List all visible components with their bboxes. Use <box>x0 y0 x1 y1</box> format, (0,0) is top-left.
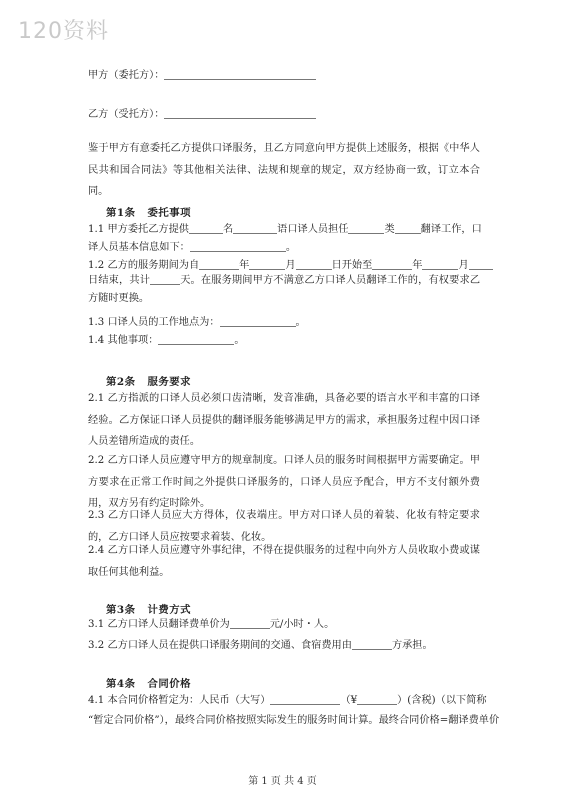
other-matters-blank[interactable] <box>158 333 234 345</box>
clause-2-1: 2.1 乙方指派的口译人员必须口齿清晰，发音准确，具备必要的语言水平和丰富的口译经验。乙方保证口译人员提供的翻译服务能够满足甲方的需求，承担服务过程中因口译人员差错所造成的责任。 <box>88 393 480 447</box>
end-year-blank[interactable] <box>372 258 412 270</box>
clause-1-3-end: 。 <box>295 317 306 328</box>
clause-3-1 <box>88 617 334 632</box>
clause-3-2-end: 方承担。 <box>391 640 433 651</box>
clause-3-2 <box>88 638 433 653</box>
clause-1-4 <box>88 333 245 348</box>
section-3-heading <box>106 601 191 616</box>
clause-1-1-text4: 翻译工作，口 <box>420 224 482 235</box>
end-month-blank[interactable] <box>422 258 458 270</box>
party-b-line <box>88 107 316 122</box>
clause-4-1-line2: “暂定合同价格”），最终合同价格按照实际发生的服务时间计算。最终合同价格=翻译费单价 <box>88 715 500 726</box>
days-blank[interactable] <box>150 273 180 285</box>
clause-1-1-unit: 名 <box>222 224 234 235</box>
clause-1-1-end: 。 <box>285 242 297 253</box>
clause-1-3 <box>88 315 306 330</box>
clause-1-2-rest <box>88 272 480 308</box>
preamble-paragraph: 鉴于甲方有意委托乙方提供口译服务，且乙方同意向甲方提供上述服务，根据《中华人民共和国合同法》等其他相关法律、法规和规章的规定，双方经协商一致，订立本合同。 <box>88 143 480 197</box>
clause-1-2-line1 <box>88 258 493 273</box>
interpreter-info-blank[interactable] <box>190 240 286 252</box>
start-year-blank[interactable] <box>199 258 239 270</box>
party-a-label: 甲方（委托方）： <box>88 70 165 81</box>
clause-2-2: 2.2 乙方口译人员应遵守甲方的规章制度。口译人员的服务时间根据甲方需要确定。甲方要求在正常工作时间之外提供口译服务的，口译人员应予配合，甲方不支付额外费用，双方另有约定时除外。 <box>88 455 480 509</box>
start-year-label: 年 <box>239 260 250 271</box>
section-1-heading <box>106 204 191 219</box>
watermark-logo: 120资料 <box>18 19 109 44</box>
clause-1-1-text: 1.1 甲方委托乙方提供 <box>88 224 189 235</box>
page-footer: 第 1 页 共 4 页 <box>248 776 317 787</box>
section-2-heading <box>106 373 191 388</box>
clause-1-2-duration-label: 日结束，共计 <box>88 275 151 286</box>
section-4-heading <box>106 675 191 690</box>
clause-1-1-text5: 译人员基本信息如下： <box>88 242 190 253</box>
party-b-blank[interactable] <box>164 107 316 119</box>
unit-price-blank[interactable] <box>230 617 270 629</box>
section-1-title: 委托事项 <box>147 207 192 219</box>
start-month-label: 月 <box>285 260 296 271</box>
clause-4-1-line1 <box>88 693 487 708</box>
end-day-blank[interactable] <box>469 258 493 270</box>
price-words-blank[interactable] <box>270 693 340 705</box>
clause-2-4: 2.4 乙方口译人员应遵守外事纪律，不得在提供服务的过程中向外方人员收取小费或谋取任何其他利益。 <box>88 545 480 578</box>
start-day-label: 日开始至 <box>331 260 373 271</box>
yuan-symbol: （¥ <box>340 695 358 706</box>
type-blank[interactable] <box>395 222 421 234</box>
clause-3-2-text: 3.2 乙方口译人员在提供口译服务期间的交通、食宿费用由 <box>88 640 352 651</box>
clause-4-1-text2: ）(含税)（以下简称 <box>397 695 487 706</box>
party-b-label: 乙方（受托方）： <box>88 109 165 120</box>
party-a-line <box>88 68 316 83</box>
clause-1-2-text-rest: 天。在服务期间甲方不满意乙方口译人员翻译工作的，有权要求乙方随时更换。 <box>88 275 481 304</box>
end-month-label: 月 <box>458 260 469 271</box>
price-number-blank[interactable] <box>357 693 397 705</box>
clause-1-2-text: 1.2 乙方的服务期间为自 <box>88 260 200 271</box>
language-blank[interactable] <box>233 222 277 234</box>
clause-1-1-line2 <box>88 240 296 255</box>
work-location-blank[interactable] <box>220 315 296 327</box>
clause-1-1-text3: 类 <box>384 224 395 235</box>
category-blank[interactable] <box>348 222 384 234</box>
clause-3-1-unit: 元/小时・人。 <box>269 619 335 630</box>
clause-1-4-text: 1.4 其他事项： <box>88 335 159 346</box>
section-4-title: 合同价格 <box>147 678 192 690</box>
party-a-blank[interactable] <box>164 68 316 80</box>
clause-1-1-text2: 语口译人员担任 <box>277 224 349 235</box>
clause-1-1-line1 <box>88 222 482 237</box>
section-2-number: 第2条 <box>106 376 136 388</box>
section-2-title: 服务要求 <box>147 376 192 388</box>
clause-1-4-end: 。 <box>234 335 245 346</box>
clause-3-1-text: 3.1 乙方口译人员翻译费单价为 <box>88 619 230 630</box>
clause-1-3-text: 1.3 口译人员的工作地点为： <box>88 317 220 328</box>
section-3-title: 计费方式 <box>147 604 192 616</box>
section-4-number: 第4条 <box>106 678 136 690</box>
start-day-blank[interactable] <box>296 258 332 270</box>
expense-party-blank[interactable] <box>352 638 392 650</box>
end-year-label: 年 <box>412 260 423 271</box>
clause-4-1-text: 4.1 本合同价格暂定为：人民币（大写） <box>88 695 271 706</box>
start-month-blank[interactable] <box>249 258 285 270</box>
quantity-blank[interactable] <box>189 222 223 234</box>
section-3-number: 第3条 <box>106 604 136 616</box>
clause-2-3: 2.3 乙方口译人员应大方得体，仪表端庄。甲方对口译人员的着装、化妆有特定要求的，乙方口译人员应按要求着装、化妆。 <box>88 510 480 543</box>
section-1-number: 第1条 <box>106 207 136 219</box>
